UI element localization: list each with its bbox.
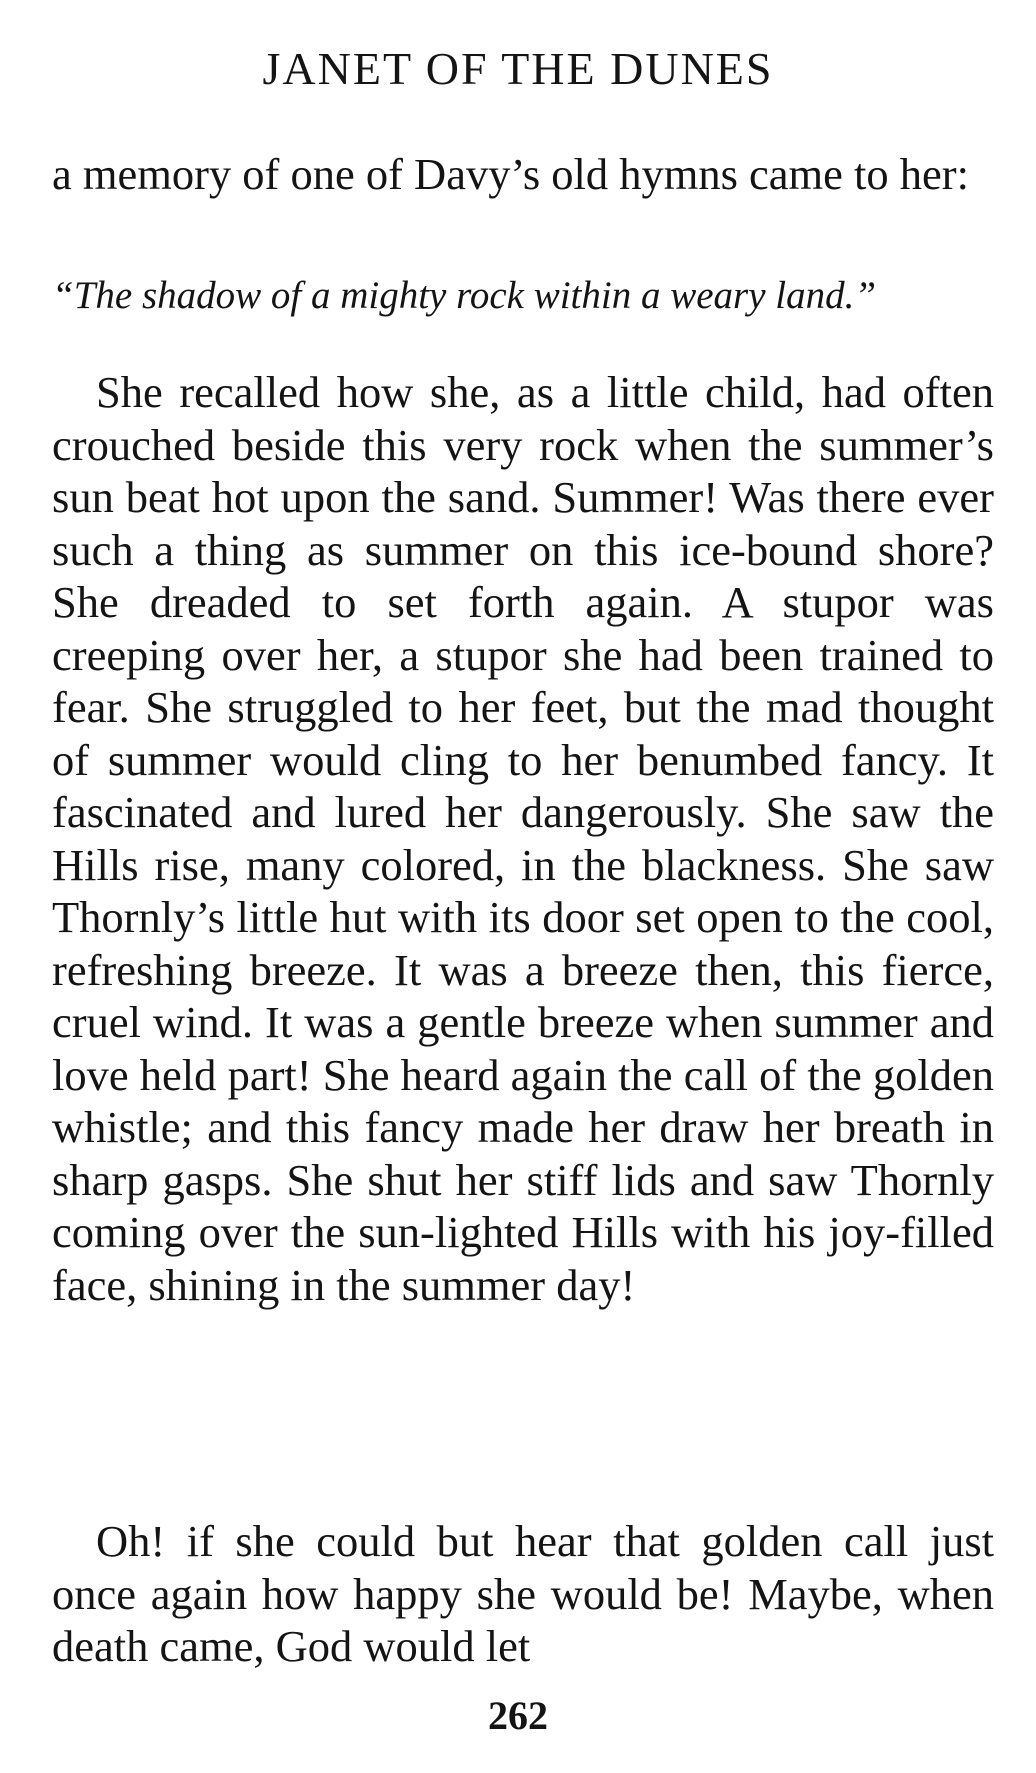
paragraph-main: She recalled how she, as a little child, had often crouched beside this very rock when the summer’s sun beat hot upon the sand. Summer! Was there ever such a thing as summer on this ice-bound shore? She dreaded to set forth again. A stupor was creeping over her, a stupor she had been trained to fear. She struggled to her feet, but the mad thought of summer would cling to her benumbed fancy. It fascinated and lured her dangerously. She saw the Hills rise, many colored, in the blackness. She saw Thornly’s little hut with its door set open to the cool, refreshing breeze. It was a breeze then, this fierce, cruel wind. It was a gentle breeze when summer and love held part! She heard again the call of the golden whistle; and this fancy made her draw her breath in sharp gasps. She shut her stiff lids and saw Thornly coming over the sun-lighted Hills with his joy-filled face, shining in the summer day! bbox=[52, 367, 994, 1310]
page-number: 262 bbox=[488, 1693, 548, 1738]
paragraph-opening: a memory of one of Davy’s old hymns came to her: bbox=[52, 149, 969, 199]
running-head: JANET OF THE DUNES bbox=[262, 43, 774, 94]
paragraph-closing: Oh! if she could but hear that golden call just once again how happy she would be! Maybe, when death came, God would let bbox=[52, 1516, 994, 1671]
hymn-quotation: “The shadow of a mighty rock within a weary land.” bbox=[52, 274, 877, 317]
